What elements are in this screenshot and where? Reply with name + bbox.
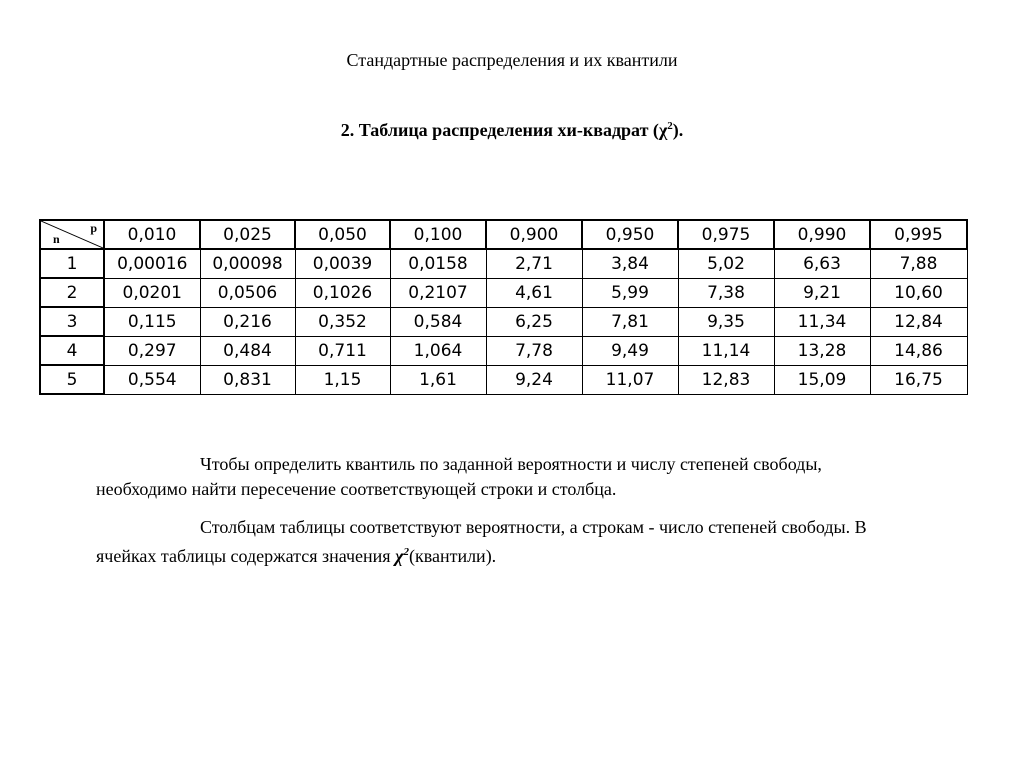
table-cell: 0,831 [200, 365, 295, 394]
column-header-p: 0,990 [774, 220, 870, 249]
table-cell: 10,60 [870, 278, 967, 307]
table-cell: 12,84 [870, 307, 967, 336]
column-header-p: 0,100 [390, 220, 486, 249]
table-cell: 7,81 [582, 307, 678, 336]
table-cell: 0,115 [104, 307, 200, 336]
table-cell: 1,61 [390, 365, 486, 394]
table-cell: 0,352 [295, 307, 390, 336]
table-cell: 0,484 [200, 336, 295, 365]
section-title-suffix: ). [672, 120, 684, 140]
table-cell: 5,99 [582, 278, 678, 307]
chi-power: 2 [667, 120, 673, 132]
table-cell: 0,0201 [104, 278, 200, 307]
table-cell: 9,35 [678, 307, 774, 336]
column-header-p: 0,010 [104, 220, 200, 249]
table-cell: 9,49 [582, 336, 678, 365]
table-cell: 4,61 [486, 278, 582, 307]
table-cell: 0,00016 [104, 249, 200, 278]
column-header-p: 0,050 [295, 220, 390, 249]
corner-row-label: n [53, 232, 60, 246]
table-cell: 3,84 [582, 249, 678, 278]
table-cell: 11,34 [774, 307, 870, 336]
table-cell: 0,216 [200, 307, 295, 336]
table-row [40, 249, 967, 278]
table-row [40, 278, 967, 307]
table-cell: 0,2107 [390, 278, 486, 307]
table-cell: 7,78 [486, 336, 582, 365]
section-title [0, 120, 1024, 141]
paragraph-2 [96, 515, 896, 569]
table-cell: 0,00098 [200, 249, 295, 278]
row-header-n: 4 [40, 336, 104, 365]
paragraph-1-text: Чтобы определить квантиль по заданной вероятности и числу степеней свободы, необходимо найти пересечение соответствующей строки и столбца. [96, 454, 822, 499]
table-header-row [40, 220, 967, 249]
table-cell: 13,28 [774, 336, 870, 365]
paragraph-2-chi-power: 2 [403, 546, 409, 558]
table-cell: 9,24 [486, 365, 582, 394]
table-row [40, 307, 967, 336]
section-title-prefix: 2. Таблица распределения хи-квадрат ( [340, 120, 659, 140]
table-cell: 14,86 [870, 336, 967, 365]
table-cell: 0,0506 [200, 278, 295, 307]
row-header-n: 3 [40, 307, 104, 336]
column-header-p: 0,975 [678, 220, 774, 249]
table-cell: 11,14 [678, 336, 774, 365]
corner-col-label: p [90, 221, 97, 235]
table-cell: 7,88 [870, 249, 967, 278]
table-cell: 5,02 [678, 249, 774, 278]
paragraph-2-chi [395, 546, 409, 566]
table-cell: 1,15 [295, 365, 390, 394]
page-title: Стандартные распределения и их квантили [346, 50, 678, 70]
column-header-p: 0,995 [870, 220, 967, 249]
column-header-p: 0,900 [486, 220, 582, 249]
table-cell: 7,38 [678, 278, 774, 307]
table-cell: 0,1026 [295, 278, 390, 307]
chi-square-table [39, 219, 968, 395]
table-row [40, 365, 967, 394]
paragraph-2-text: Столбцам таблицы соответствуют вероятности, а строкам - число степеней свободы. В ячейках таблицы содержатся значения [96, 517, 867, 566]
paragraph-2-tail: (квантили). [408, 546, 497, 566]
row-header-n: 1 [40, 249, 104, 278]
table-row [40, 336, 967, 365]
row-header-n: 5 [40, 365, 104, 394]
table-cell: 15,09 [774, 365, 870, 394]
table-cell: 11,07 [582, 365, 678, 394]
table-cell: 0,711 [295, 336, 390, 365]
table-cell: 6,63 [774, 249, 870, 278]
column-header-p: 0,950 [582, 220, 678, 249]
table-cell: 1,064 [390, 336, 486, 365]
table-cell: 0,554 [104, 365, 200, 394]
column-header-p: 0,025 [200, 220, 295, 249]
table-cell: 9,21 [774, 278, 870, 307]
row-header-n: 2 [40, 278, 104, 307]
table-cell: 0,584 [390, 307, 486, 336]
table-cell: 6,25 [486, 307, 582, 336]
table-cell: 16,75 [870, 365, 967, 394]
table-cell: 0,0158 [390, 249, 486, 278]
table-body [40, 220, 967, 394]
table-cell: 2,71 [486, 249, 582, 278]
table-cell: 12,83 [678, 365, 774, 394]
paragraph-1 [96, 452, 896, 502]
paragraph-2-chi-symbol: χ [395, 546, 404, 566]
table-corner-cell [40, 220, 104, 249]
chi-symbol: χ [658, 120, 668, 140]
table-cell: 0,0039 [295, 249, 390, 278]
table-cell: 0,297 [104, 336, 200, 365]
